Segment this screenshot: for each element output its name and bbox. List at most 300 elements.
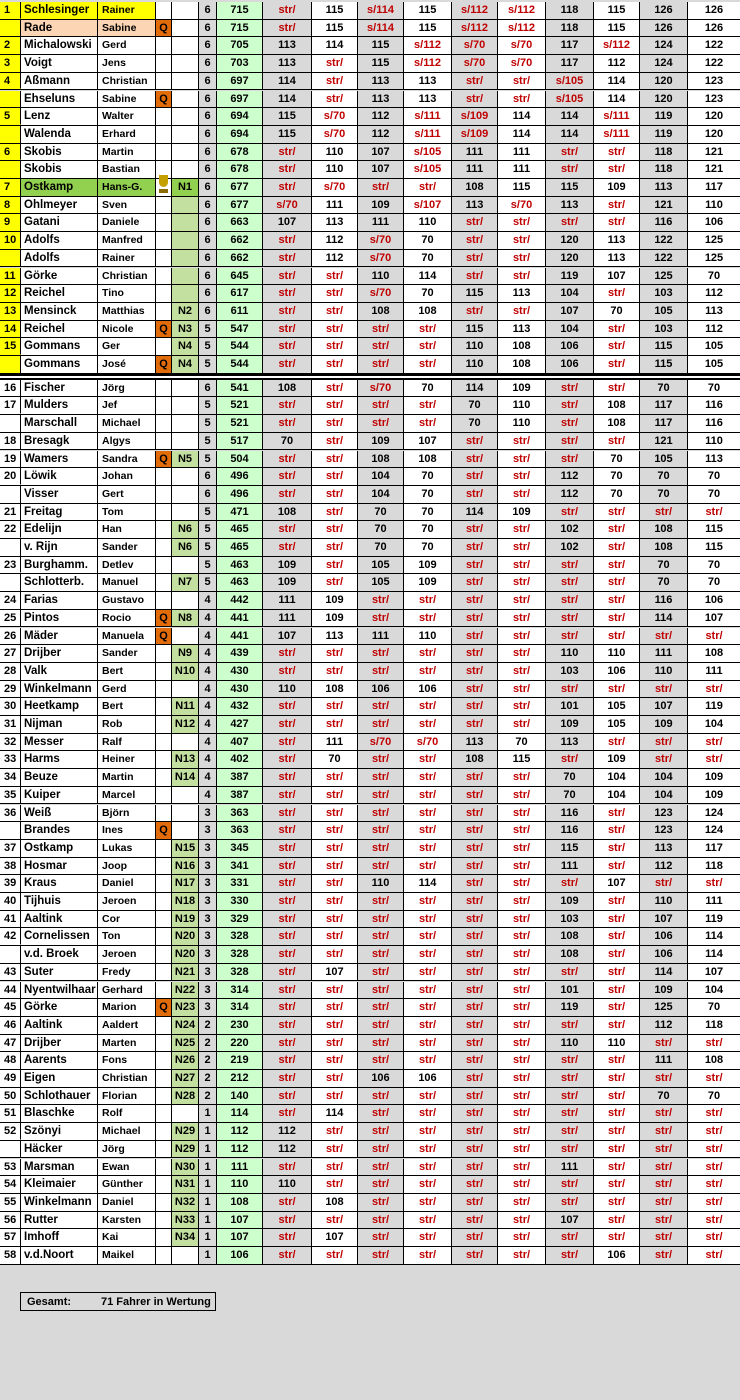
- race-7: str/: [546, 610, 594, 627]
- race-2: str/: [312, 539, 358, 556]
- total: 432: [217, 698, 263, 715]
- race-5: str/: [452, 521, 498, 538]
- race-8: 109: [594, 179, 640, 196]
- race-1: str/: [263, 769, 312, 786]
- rank: 39: [0, 875, 21, 892]
- rank: 54: [0, 1176, 21, 1193]
- n-badge: [172, 592, 199, 609]
- last-name: Rutter: [21, 1212, 98, 1229]
- race-8: 114: [594, 91, 640, 108]
- races: 3: [199, 911, 217, 928]
- q-badge: Q: [156, 91, 172, 108]
- race-10: 70: [688, 999, 740, 1016]
- first-name: Jeroen: [98, 946, 156, 963]
- race-10: str/: [688, 1176, 740, 1193]
- first-name: Lukas: [98, 840, 156, 857]
- race-6: str/: [498, 574, 546, 591]
- q-badge: [156, 769, 172, 786]
- total: 662: [217, 232, 263, 249]
- races: 6: [199, 380, 217, 397]
- q-badge: [156, 805, 172, 822]
- first-name: Han: [98, 521, 156, 538]
- table-row: [0, 397, 740, 415]
- table-row: [0, 681, 740, 699]
- total: 617: [217, 285, 263, 302]
- q-badge: [156, 681, 172, 698]
- rank: 43: [0, 964, 21, 981]
- races: 6: [199, 126, 217, 143]
- race-10: str/: [688, 1247, 740, 1264]
- race-6: s/112: [498, 20, 546, 37]
- last-name: Ehseluns: [21, 91, 98, 108]
- race-5: str/: [452, 840, 498, 857]
- race-8: str/: [594, 999, 640, 1016]
- table-row: [0, 1070, 740, 1088]
- race-4: str/: [404, 805, 452, 822]
- n-badge: N20: [172, 928, 199, 945]
- race-6: 70: [498, 734, 546, 751]
- race-1: str/: [263, 539, 312, 556]
- q-badge: [156, 858, 172, 875]
- race-1: str/: [263, 250, 312, 267]
- table-row: [0, 1035, 740, 1053]
- race-5: 110: [452, 338, 498, 355]
- race-3: 111: [358, 628, 404, 645]
- table-row: [0, 338, 740, 356]
- race-9: 70: [640, 380, 688, 397]
- race-9: 118: [640, 144, 688, 161]
- q-badge: [156, 2, 172, 19]
- races: 2: [199, 1070, 217, 1087]
- total: 112: [217, 1141, 263, 1158]
- q-badge: [156, 911, 172, 928]
- race-8: 112: [594, 55, 640, 72]
- race-4: str/: [404, 397, 452, 414]
- race-10: 109: [688, 769, 740, 786]
- last-name: Nyentwilhaar: [21, 982, 98, 999]
- race-2: str/: [312, 380, 358, 397]
- total: 427: [217, 716, 263, 733]
- total: 697: [217, 91, 263, 108]
- q-badge: [156, 144, 172, 161]
- race-3: str/: [358, 356, 404, 373]
- n-badge: [172, 380, 199, 397]
- total: 363: [217, 822, 263, 839]
- n-badge: N8: [172, 610, 199, 627]
- table-row: [0, 214, 740, 232]
- race-9: 122: [640, 232, 688, 249]
- trophy-base-icon: [159, 189, 168, 193]
- races: 6: [199, 179, 217, 196]
- table-row: [0, 126, 740, 144]
- q-badge: [156, 1123, 172, 1140]
- race-10: str/: [688, 734, 740, 751]
- first-name: Christian: [98, 73, 156, 90]
- race-4: 70: [404, 250, 452, 267]
- race-10: str/: [688, 875, 740, 892]
- races: 6: [199, 20, 217, 37]
- last-name: Imhoff: [21, 1229, 98, 1246]
- race-3: str/: [358, 840, 404, 857]
- race-9: 103: [640, 321, 688, 338]
- race-2: str/: [312, 504, 358, 521]
- race-6: str/: [498, 911, 546, 928]
- last-name: Messer: [21, 734, 98, 751]
- race-1: str/: [263, 858, 312, 875]
- race-7: str/: [546, 1229, 594, 1246]
- first-name: Tom: [98, 504, 156, 521]
- race-10: 126: [688, 20, 740, 37]
- last-name: Ostkamp: [21, 840, 98, 857]
- rank: 3: [0, 55, 21, 72]
- n-badge: N13: [172, 751, 199, 768]
- race-8: 105: [594, 716, 640, 733]
- last-name: Aarents: [21, 1052, 98, 1069]
- race-4: str/: [404, 1176, 452, 1193]
- races: 4: [199, 769, 217, 786]
- n-badge: N15: [172, 840, 199, 857]
- race-9: 111: [640, 1052, 688, 1069]
- race-4: s/105: [404, 144, 452, 161]
- n-badge: [172, 557, 199, 574]
- first-name: Rolf: [98, 1105, 156, 1122]
- race-2: 108: [312, 681, 358, 698]
- last-name: Heetkamp: [21, 698, 98, 715]
- last-name: Fischer: [21, 380, 98, 397]
- races: 5: [199, 397, 217, 414]
- race-2: str/: [312, 1212, 358, 1229]
- races: 2: [199, 1035, 217, 1052]
- last-name: Cornelissen: [21, 928, 98, 945]
- race-9: str/: [640, 875, 688, 892]
- race-6: 111: [498, 144, 546, 161]
- q-badge: Q: [156, 610, 172, 627]
- rank: 57: [0, 1229, 21, 1246]
- q-badge: [156, 840, 172, 857]
- first-name: Rainer: [98, 250, 156, 267]
- first-name: Jörg: [98, 1141, 156, 1158]
- table-row: [0, 285, 740, 303]
- race-7: str/: [546, 415, 594, 432]
- first-name: Sabine: [98, 91, 156, 108]
- n-badge: [172, 144, 199, 161]
- race-1: str/: [263, 179, 312, 196]
- first-name: Tino: [98, 285, 156, 302]
- race-8: str/: [594, 1088, 640, 1105]
- n-badge: N2: [172, 303, 199, 320]
- n-badge: [172, 268, 199, 285]
- race-4: 113: [404, 73, 452, 90]
- total: 662: [217, 250, 263, 267]
- races: 4: [199, 663, 217, 680]
- total: 314: [217, 999, 263, 1016]
- race-2: 110: [312, 161, 358, 178]
- table-row: [0, 645, 740, 663]
- table-row: [0, 108, 740, 126]
- race-3: str/: [358, 893, 404, 910]
- race-10: str/: [688, 1194, 740, 1211]
- race-8: 113: [594, 250, 640, 267]
- q-badge: [156, 1052, 172, 1069]
- race-2: str/: [312, 982, 358, 999]
- n-badge: N4: [172, 356, 199, 373]
- race-9: 70: [640, 1088, 688, 1105]
- race-10: str/: [688, 1212, 740, 1229]
- race-7: str/: [546, 144, 594, 161]
- race-3: str/: [358, 1141, 404, 1158]
- race-4: 70: [404, 486, 452, 503]
- race-10: 109: [688, 787, 740, 804]
- race-6: str/: [498, 1105, 546, 1122]
- race-9: 70: [640, 557, 688, 574]
- races: 3: [199, 822, 217, 839]
- total: 496: [217, 486, 263, 503]
- race-9: 112: [640, 1017, 688, 1034]
- race-10: 111: [688, 893, 740, 910]
- races: 4: [199, 592, 217, 609]
- rank: 5: [0, 108, 21, 125]
- total: 314: [217, 982, 263, 999]
- n-badge: [172, 805, 199, 822]
- race-3: s/70: [358, 734, 404, 751]
- race-10: 116: [688, 397, 740, 414]
- table-row: [0, 2, 740, 20]
- race-4: s/105: [404, 161, 452, 178]
- race-6: str/: [498, 716, 546, 733]
- race-4: str/: [404, 1088, 452, 1105]
- race-7: str/: [546, 1088, 594, 1105]
- race-2: str/: [312, 1052, 358, 1069]
- race-4: 70: [404, 504, 452, 521]
- race-5: str/: [452, 1159, 498, 1176]
- rank: 26: [0, 628, 21, 645]
- race-4: 106: [404, 1070, 452, 1087]
- race-9: str/: [640, 1176, 688, 1193]
- race-5: str/: [452, 681, 498, 698]
- race-2: str/: [312, 338, 358, 355]
- total: 521: [217, 397, 263, 414]
- race-6: s/112: [498, 2, 546, 19]
- table-row: [0, 486, 740, 504]
- last-name: Adolfs: [21, 232, 98, 249]
- n-badge: [172, 214, 199, 231]
- last-name: Visser: [21, 486, 98, 503]
- total: 521: [217, 415, 263, 432]
- race-7: 118: [546, 20, 594, 37]
- race-4: str/: [404, 1141, 452, 1158]
- race-7: str/: [546, 1105, 594, 1122]
- race-4: 108: [404, 303, 452, 320]
- races: 6: [199, 486, 217, 503]
- race-2: str/: [312, 433, 358, 450]
- race-7: 102: [546, 539, 594, 556]
- first-name: Florian: [98, 1088, 156, 1105]
- race-5: s/70: [452, 37, 498, 54]
- race-6: str/: [498, 946, 546, 963]
- table-row: [0, 840, 740, 858]
- race-6: str/: [498, 840, 546, 857]
- race-4: str/: [404, 356, 452, 373]
- race-4: 114: [404, 875, 452, 892]
- rank: [0, 250, 21, 267]
- race-8: 110: [594, 1035, 640, 1052]
- total: 212: [217, 1070, 263, 1087]
- race-7: 110: [546, 1035, 594, 1052]
- n-badge: N6: [172, 539, 199, 556]
- first-name: Gerd: [98, 681, 156, 698]
- race-10: 116: [688, 415, 740, 432]
- table-row: [0, 769, 740, 787]
- race-4: s/111: [404, 126, 452, 143]
- n-badge: [172, 787, 199, 804]
- race-6: str/: [498, 1017, 546, 1034]
- race-1: str/: [263, 20, 312, 37]
- q-badge: [156, 1088, 172, 1105]
- total: 114: [217, 1105, 263, 1122]
- race-2: 70: [312, 751, 358, 768]
- race-6: str/: [498, 858, 546, 875]
- race-5: 110: [452, 356, 498, 373]
- q-badge: [156, 232, 172, 249]
- race-5: str/: [452, 1017, 498, 1034]
- total: 329: [217, 911, 263, 928]
- race-1: 115: [263, 108, 312, 125]
- last-name: Walenda: [21, 126, 98, 143]
- race-9: 70: [640, 486, 688, 503]
- first-name: Sven: [98, 197, 156, 214]
- q-badge: [156, 1141, 172, 1158]
- race-8: str/: [594, 356, 640, 373]
- race-2: str/: [312, 1088, 358, 1105]
- races: 5: [199, 451, 217, 468]
- race-2: str/: [312, 303, 358, 320]
- race-4: 115: [404, 2, 452, 19]
- race-6: str/: [498, 232, 546, 249]
- race-3: 109: [358, 197, 404, 214]
- race-4: str/: [404, 716, 452, 733]
- race-6: 110: [498, 415, 546, 432]
- race-4: str/: [404, 751, 452, 768]
- q-badge: [156, 893, 172, 910]
- q-badge: [156, 645, 172, 662]
- q-badge: [156, 539, 172, 556]
- race-5: str/: [452, 1123, 498, 1140]
- race-5: str/: [452, 1176, 498, 1193]
- last-name: Aaltink: [21, 1017, 98, 1034]
- race-3: str/: [358, 1052, 404, 1069]
- first-name: Daniel: [98, 1194, 156, 1211]
- n-badge: N18: [172, 893, 199, 910]
- race-8: str/: [594, 822, 640, 839]
- race-10: 125: [688, 232, 740, 249]
- n-badge: [172, 397, 199, 414]
- last-name: Reichel: [21, 321, 98, 338]
- race-2: str/: [312, 1070, 358, 1087]
- n-badge: [172, 285, 199, 302]
- race-7: 115: [546, 179, 594, 196]
- table-row: [0, 161, 740, 179]
- race-8: str/: [594, 521, 640, 538]
- race-3: str/: [358, 999, 404, 1016]
- last-name: Michalowski: [21, 37, 98, 54]
- race-8: 105: [594, 698, 640, 715]
- first-name: Rainer: [98, 2, 156, 19]
- race-10: 111: [688, 663, 740, 680]
- first-name: Daniele: [98, 214, 156, 231]
- q-badge: Q: [156, 356, 172, 373]
- last-name: Kuiper: [21, 787, 98, 804]
- rank: 6: [0, 144, 21, 161]
- rank: 24: [0, 592, 21, 609]
- rank: 8: [0, 197, 21, 214]
- race-4: str/: [404, 787, 452, 804]
- races: 6: [199, 285, 217, 302]
- n-badge: [172, 37, 199, 54]
- race-8: str/: [594, 338, 640, 355]
- race-4: str/: [404, 893, 452, 910]
- last-name: Skobis: [21, 161, 98, 178]
- races: 5: [199, 415, 217, 432]
- race-3: str/: [358, 805, 404, 822]
- races: 5: [199, 338, 217, 355]
- first-name: Karsten: [98, 1212, 156, 1229]
- race-5: str/: [452, 1070, 498, 1087]
- race-3: str/: [358, 1123, 404, 1140]
- race-6: str/: [498, 1088, 546, 1105]
- race-4: str/: [404, 822, 452, 839]
- last-name: Rade: [21, 20, 98, 37]
- race-7: 104: [546, 321, 594, 338]
- table-row: [0, 1159, 740, 1177]
- race-10: 114: [688, 928, 740, 945]
- first-name: Ralf: [98, 734, 156, 751]
- race-1: str/: [263, 338, 312, 355]
- last-name: Kleimaier: [21, 1176, 98, 1193]
- race-5: str/: [452, 716, 498, 733]
- race-9: 119: [640, 126, 688, 143]
- race-6: 108: [498, 356, 546, 373]
- rank: 11: [0, 268, 21, 285]
- race-7: 104: [546, 285, 594, 302]
- race-8: str/: [594, 197, 640, 214]
- last-name: Ostkamp: [21, 179, 98, 196]
- races: 1: [199, 1123, 217, 1140]
- n-badge: N5: [172, 451, 199, 468]
- last-name: Blaschke: [21, 1105, 98, 1122]
- total: 110: [217, 1176, 263, 1193]
- race-7: str/: [546, 214, 594, 231]
- rank: 19: [0, 451, 21, 468]
- total: 387: [217, 769, 263, 786]
- race-10: 107: [688, 610, 740, 627]
- race-8: 109: [594, 751, 640, 768]
- race-1: str/: [263, 486, 312, 503]
- rank: [0, 822, 21, 839]
- q-badge: [156, 214, 172, 231]
- races: 6: [199, 144, 217, 161]
- last-name: Winkelmann: [21, 1194, 98, 1211]
- race-2: str/: [312, 415, 358, 432]
- last-name: Schlesinger: [21, 2, 98, 19]
- race-1: 109: [263, 574, 312, 591]
- race-1: str/: [263, 1212, 312, 1229]
- first-name: Christian: [98, 1070, 156, 1087]
- q-badge: [156, 1105, 172, 1122]
- race-1: str/: [263, 1247, 312, 1264]
- race-2: str/: [312, 1247, 358, 1264]
- race-10: 70: [688, 468, 740, 485]
- n-badge: N14: [172, 769, 199, 786]
